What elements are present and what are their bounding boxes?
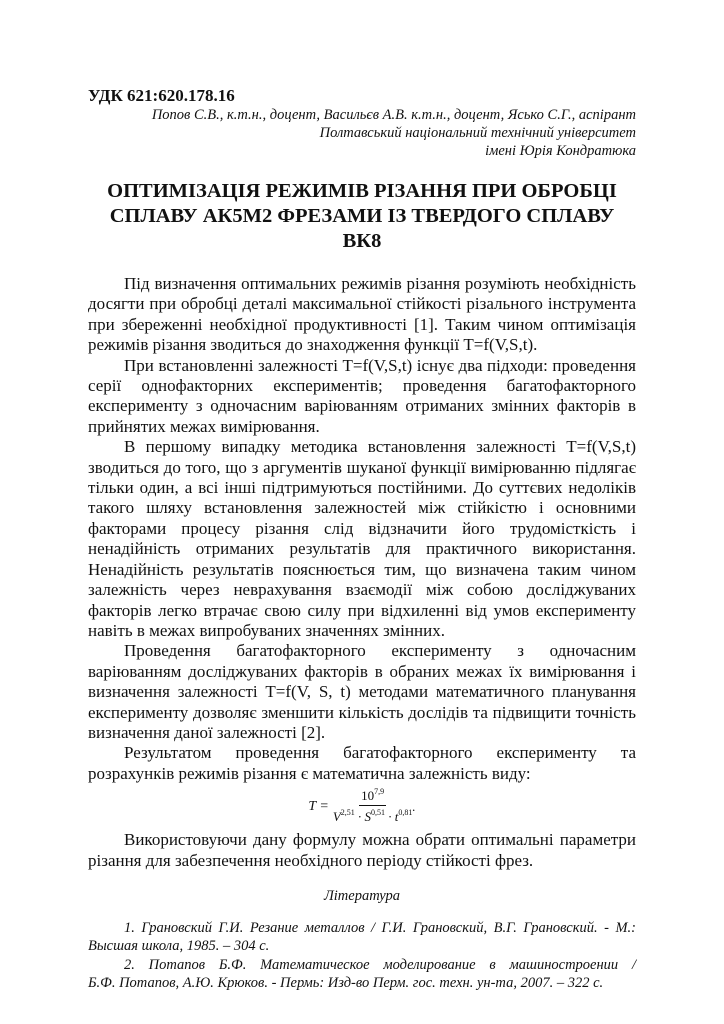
paragraph [88,437,636,641]
text-line: режимів різання зводиться до знаходження функції T=f(V,S,t). [88,335,538,355]
paragraphs-before-formula [88,274,636,784]
text-line: Під визначення оптимальних режимів різання розуміють необхідність [124,274,636,293]
authors-line: Попов С.В., к.т.н., доцент, Васильєв А.В. к.т.н., доцент, Ясько С.Г., аспірант [151,107,636,123]
text-line: Використовуючи дану формулу можна обрати оптимальні параметри [124,830,636,850]
text-line: ненадійність отриманих результатів для практичного використання. [88,539,636,559]
dot: · [358,809,362,825]
reference-list [88,919,636,993]
dot: · [388,809,392,825]
paragraph [88,274,636,356]
literature-heading: Література [323,887,401,904]
formula-lhs: T = [308,798,329,814]
formula-period: . [412,798,416,814]
text-line: При встановленні залежності T=f(V,S,t) існує два підходи: проведення [124,355,636,375]
document-page [88,86,636,993]
text-line: визначення залежності T=f(V, S, t) методами математичного планування [88,682,636,702]
text-line: серії однофакторних експериментів; проведення багатофакторного [88,376,636,396]
text-line: Результатом проведення багатофакторного експерименту та [124,743,636,763]
exp-v: 2,51 [340,808,355,818]
text-line: визначення даної залежності [2]. [88,722,326,742]
text-line: такого шляху встановлення залежностей між стійкістю і основними [88,498,636,518]
exp-s: 0,51 [371,808,386,818]
paragraph [88,743,636,784]
text-line: варіюванням досліджуваних факторів в обраних межах їх вимірювання і [88,661,636,681]
text-line: Б.Ф. Потапов, А.Ю. Крюков. - Пермь: Изд-во Перм. гос. техн. ун-та, 2007. – 322 с. [88,975,604,992]
paper-title [88,179,636,254]
text-line: досягти при обробці деталі максимальної стійкості різального інструмента [88,294,636,314]
reference-item [88,919,636,956]
text-line: залежність через неврахування взаємодії між собою досліджуваних [88,580,636,600]
paragraph [88,356,636,438]
paragraphs-after-formula [88,830,636,871]
text-line: експерименту з одночасним варіюванням отриманих змінних факторів в [88,396,636,416]
exp-t: 0,81 [398,808,413,818]
formula [88,784,636,830]
var-v: V [332,809,341,825]
text-line: факторами процесу різання слід відзначити його трудомісткість і [88,518,636,538]
text-line: тільки один, а всі інші підтримуються постійними. До суттєвих недоліків [88,478,636,498]
reference-item [88,956,636,993]
fraction-body [332,787,416,825]
body-text [88,274,636,871]
text-line: Ненадійність результатів пояснюється тим, що визначена таким чином [88,559,636,579]
text-line: прийнятих межах вимірювання. [88,416,320,436]
text-line: 2. Потапов Б.Ф. Математическое моделирование в машиностроении / [124,956,636,973]
text-line: експерименту дозволяє зменшити кількість дослідів та підвищити точність [88,702,636,722]
affiliation-line: Полтавський національний технічний університет [319,125,636,141]
var-t: t [394,809,399,825]
text-line: 1. Грановский Г.И. Резание металлов / Г.И. Грановский, В.Г. Грановский. - М.: [124,919,636,936]
var-s: S [364,809,372,825]
text-line: факторів легко втрачає свою силу при відхиленні від умов експерименту [88,600,636,620]
text-line: різання для забезпечення необхідного періоду стійкості фрез. [88,850,534,870]
numerator-base: 10 [361,788,375,804]
paragraph [88,641,636,743]
title-line: ОПТИМІЗАЦІЯ РЕЖИМІВ РІЗАННЯ ПРИ ОБРОБЦІ [107,180,617,202]
text-line: зводиться до того, що з аргументів шуканої функції вимірюванню підлягає [88,457,636,477]
text-line: розрахунків режимів різання є математична залежність виду: [88,763,531,783]
formula-fraction [308,788,415,824]
text-line: Проведення багатофакторного експерименту з одночасним [124,641,636,661]
text-line: В першому випадку методика встановлення залежності T=f(V,S,t) [124,437,636,457]
text-line: при збереженні необхідної продуктивності [1]. Таким чином оптимізація [88,314,636,334]
text-line: Высшая школа, 1985. – 304 с. [88,938,270,955]
paragraph [88,830,636,871]
udk-code: УДК 621:620.178.16 [88,86,235,105]
author-block [88,106,636,160]
formula-denominator [333,806,413,824]
text-line: навіть в межах випробуваних значеннях змінних. [88,620,445,640]
formula-numerator [359,788,386,806]
numerator-exponent: 7,9 [374,787,385,797]
title-line: СПЛАВУ АК5М2 ФРЕЗАМИ ІЗ ТВЕРДОГО СПЛАВУ ВК8 [109,205,615,252]
affiliation-line: імені Юрія Кондратюка [485,143,636,159]
